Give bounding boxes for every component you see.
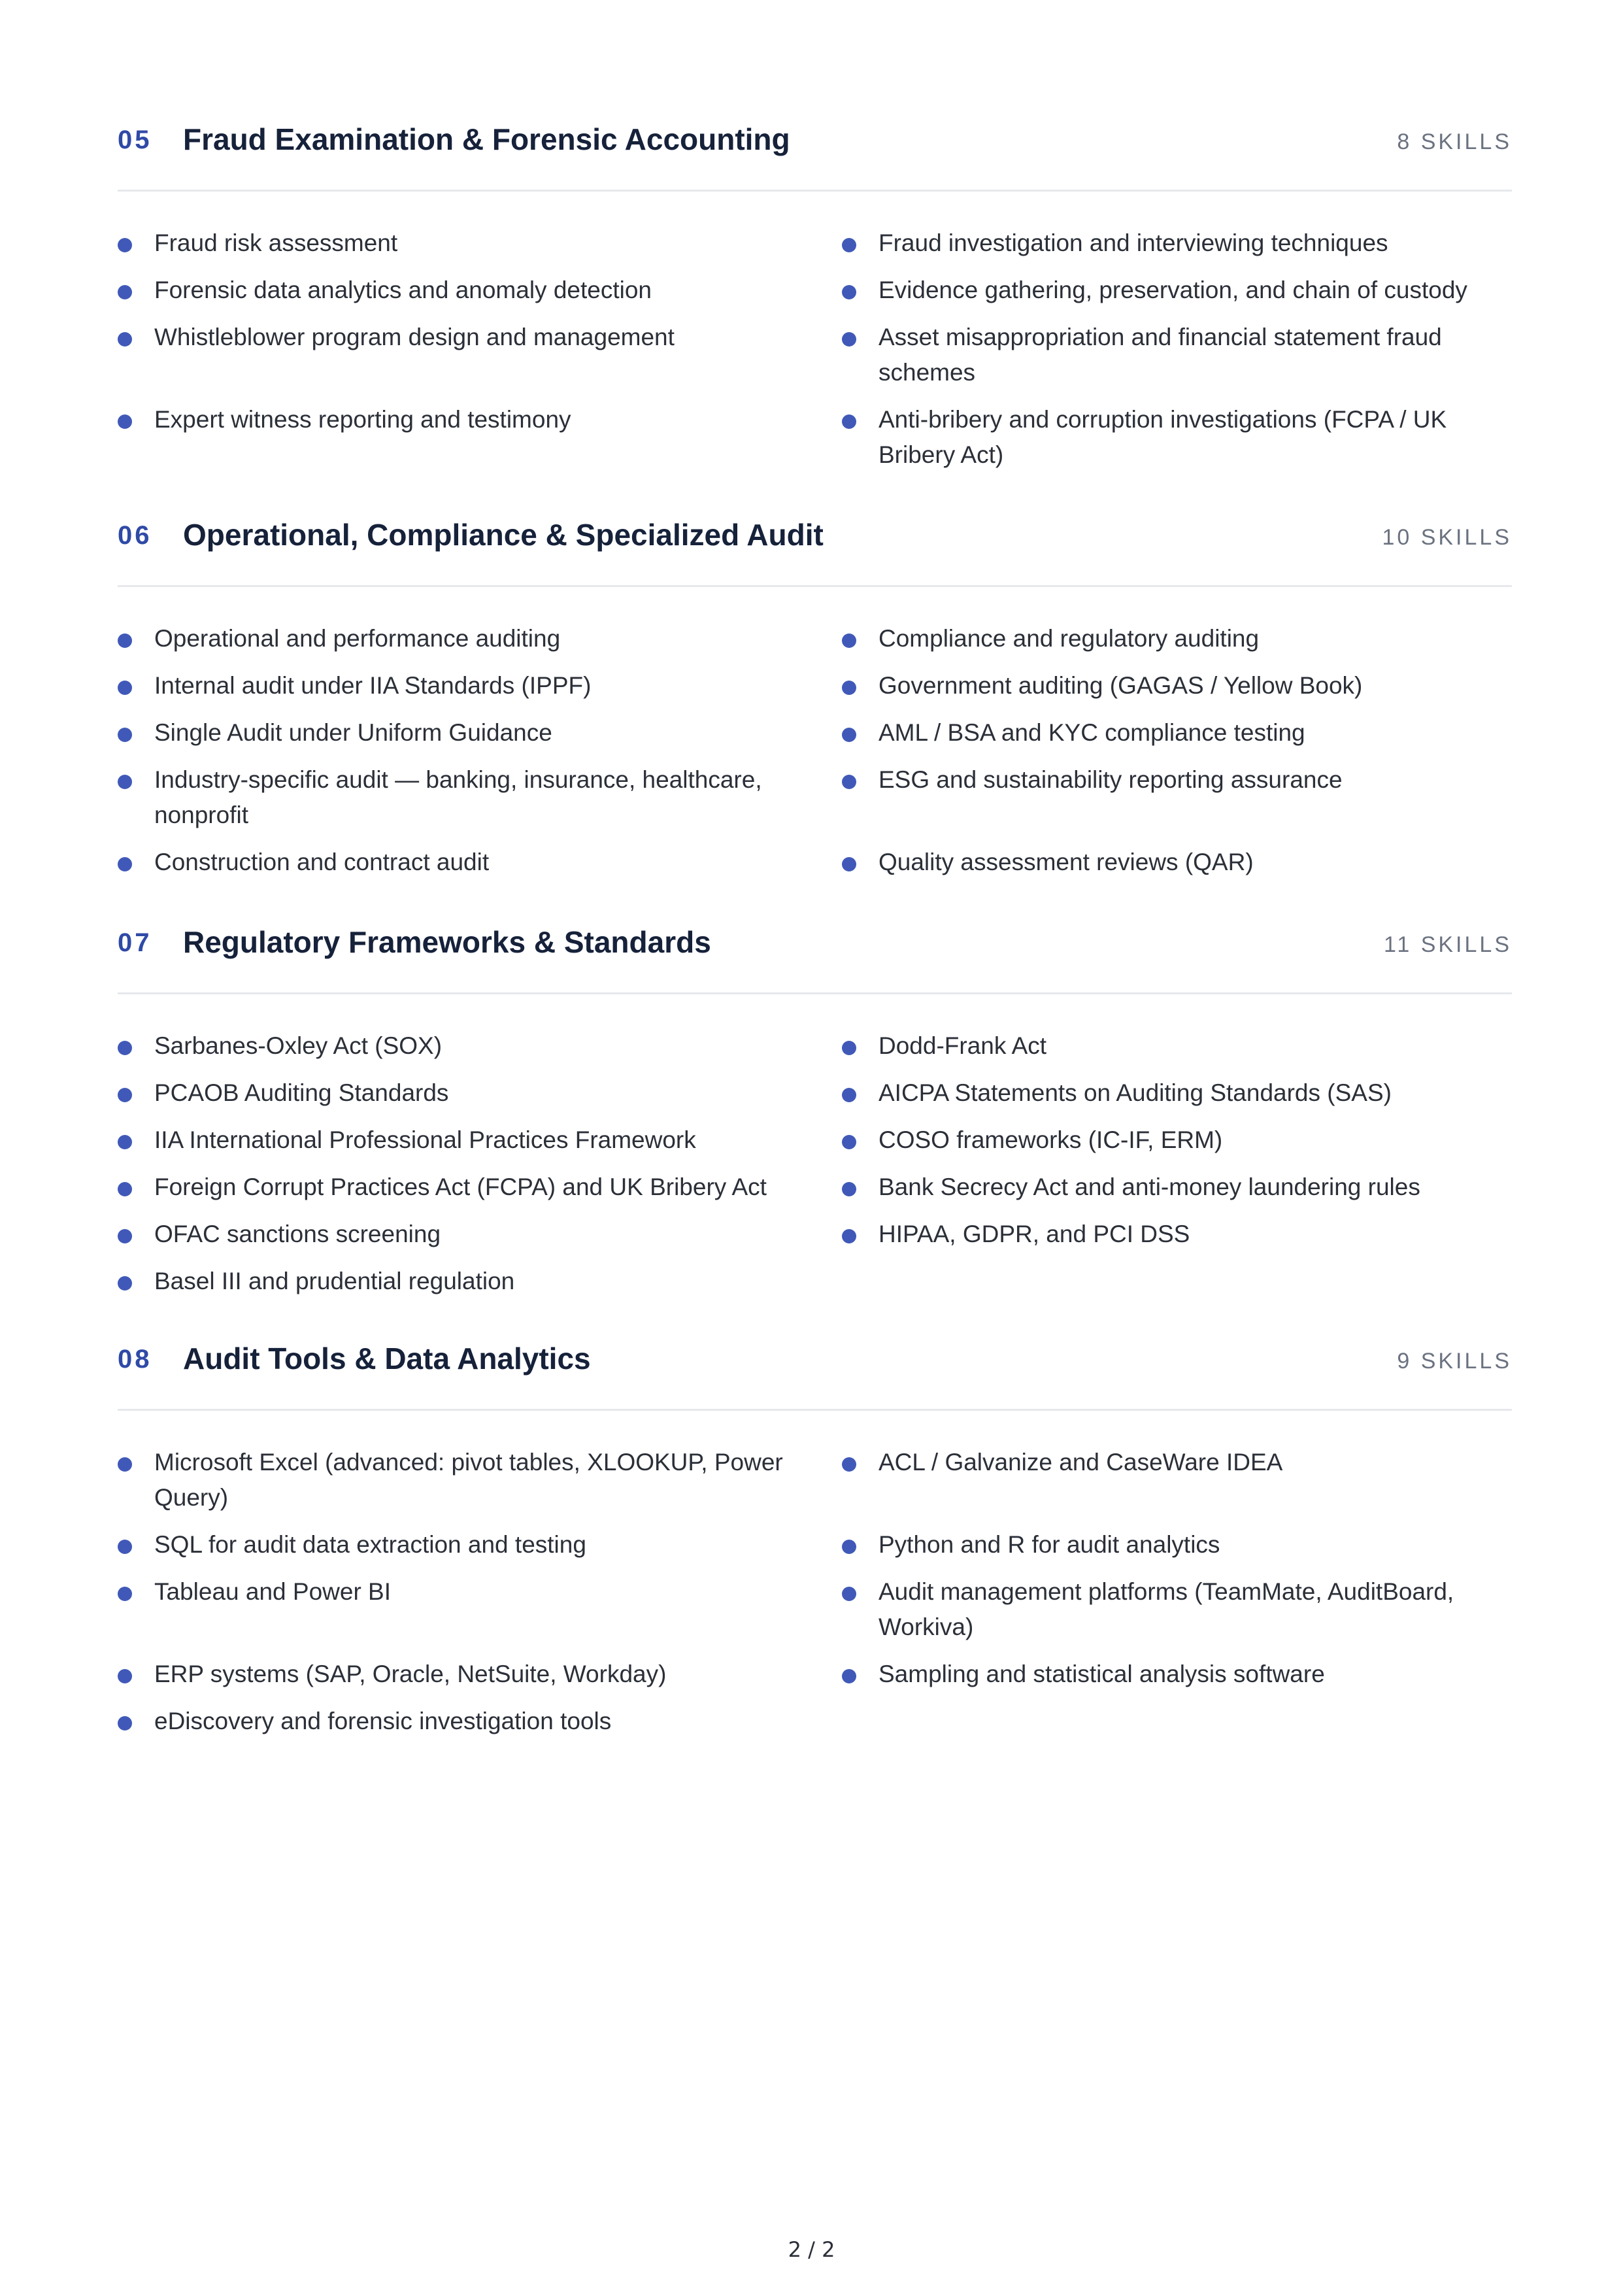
bullet-dot-icon [118,1716,132,1730]
bullet-dot-icon [118,728,132,742]
skill-item [842,1123,1512,1158]
skill-item [118,402,842,473]
page-number: 2 / 2 [788,2237,835,2262]
skill-item [118,1264,842,1299]
skill-item [842,762,1512,833]
bullet-dot-icon [842,775,856,789]
skill-item [118,273,842,308]
bullet-dot-icon [118,633,132,648]
bullet-dot-icon [118,414,132,429]
skill-item [842,320,1512,390]
skill-item [842,1028,1512,1064]
skill-text: ESG and sustainability reporting assurance [878,766,1343,793]
bullet-dot-icon [118,1276,132,1291]
section-number: 06 [118,521,152,550]
skill-count: 10 SKILLS [1382,525,1512,550]
skill-item [118,1028,842,1064]
section-title: Fraud Examination & Forensic Accounting [183,122,790,156]
skill-item [842,1170,1512,1205]
skill-text: HIPAA, GDPR, and PCI DSS [878,1221,1190,1247]
skill-item [842,845,1512,880]
skill-text: Construction and contract audit [154,849,490,875]
bullet-dot-icon [118,1135,132,1149]
skill-item [118,621,842,656]
section-operational-audit [118,507,1512,880]
skill-text: Foreign Corrupt Practices Act (FCPA) and UK Bribery Act [154,1173,767,1200]
skill-item [842,273,1512,308]
bullet-dot-icon [842,414,856,429]
skill-text: Fraud investigation and interviewing techniques [878,229,1388,256]
skill-text: Microsoft Excel (advanced: pivot tables, XLOOKUP, Power Query) [154,1449,783,1511]
skill-item [118,1445,842,1515]
bullet-dot-icon [118,285,132,299]
skill-count: 8 SKILLS [1397,129,1512,154]
skill-item [118,1123,842,1158]
bullet-dot-icon [118,1088,132,1102]
bullet-dot-icon [842,1457,856,1472]
bullet-dot-icon [842,332,856,346]
bullet-dot-icon [118,238,132,252]
section-header [118,111,1512,192]
skill-item [842,1075,1512,1111]
skill-text: AICPA Statements on Auditing Standards (SAS) [878,1079,1392,1106]
skill-item [842,226,1512,261]
skill-text: Basel III and prudential regulation [154,1268,515,1294]
skill-text: eDiscovery and forensic investigation tools [154,1708,612,1734]
skill-text: Sampling and statistical analysis software [878,1661,1325,1687]
skill-item [842,668,1512,703]
skill-text: Evidence gathering, preservation, and chain of custody [878,277,1467,303]
bullet-dot-icon [118,681,132,695]
section-audit-tools [118,1330,1512,1739]
bullet-dot-icon [842,1182,856,1196]
skill-item [842,1574,1512,1645]
bullet-dot-icon [842,1669,856,1683]
bullet-dot-icon [842,285,856,299]
skill-item [118,1075,842,1111]
skill-item [118,1527,842,1562]
skill-text: Industry-specific audit — banking, insurance, healthcare, nonprofit [154,766,762,828]
bullet-dot-icon [118,1540,132,1554]
skill-text: ERP systems (SAP, Oracle, NetSuite, Workday) [154,1661,667,1687]
skill-text: Compliance and regulatory auditing [878,625,1260,652]
skill-text: Expert witness reporting and testimony [154,406,571,433]
skill-item [118,1574,842,1645]
skill-item [842,1657,1512,1692]
bullet-dot-icon [842,857,856,871]
skill-item [118,1704,842,1739]
skill-text: Operational and performance auditing [154,625,561,652]
section-number: 08 [118,1345,152,1374]
skill-text: Whistleblower program design and management [154,324,675,350]
bullet-dot-icon [118,1587,132,1601]
skills-grid [118,226,1512,473]
bullet-dot-icon [842,1088,856,1102]
bullet-dot-icon [842,1540,856,1554]
bullet-dot-icon [842,728,856,742]
bullet-dot-icon [118,1182,132,1196]
bullet-dot-icon [842,1587,856,1601]
bullet-dot-icon [842,1041,856,1055]
skill-text: Dodd-Frank Act [878,1032,1047,1059]
skill-text: Forensic data analytics and anomaly detection [154,277,652,303]
bullet-dot-icon [118,775,132,789]
skill-text: Government auditing (GAGAS / Yellow Book) [878,672,1363,699]
bullet-dot-icon [118,332,132,346]
section-regulatory-frameworks [118,914,1512,1299]
skill-item [842,1527,1512,1562]
skill-text: Single Audit under Uniform Guidance [154,719,552,746]
skill-count: 9 SKILLS [1397,1349,1512,1374]
skill-item [118,1657,842,1692]
skill-text: Anti-bribery and corruption investigations (FCPA / UK Bribery Act) [878,406,1447,468]
skill-text: Python and R for audit analytics [878,1531,1220,1558]
skill-item [842,715,1512,751]
skill-text: IIA International Professional Practices Framework [154,1126,696,1153]
bullet-dot-icon [842,681,856,695]
section-header [118,1330,1512,1411]
skill-text: SQL for audit data extraction and testing [154,1531,586,1558]
skills-grid [118,1445,1512,1739]
bullet-dot-icon [842,238,856,252]
skill-count: 11 SKILLS [1383,932,1512,957]
skill-item [842,402,1512,473]
section-fraud-examination [118,111,1512,473]
skill-item [118,226,842,261]
skill-text: Bank Secrecy Act and anti-money laundering rules [878,1173,1420,1200]
skill-text: Asset misappropriation and financial statement fraud schemes [878,324,1442,386]
bullet-dot-icon [118,1669,132,1683]
skill-item [118,320,842,390]
skill-item [118,845,842,880]
skill-text: Sarbanes-Oxley Act (SOX) [154,1032,443,1059]
skill-item [842,1445,1512,1515]
skill-item [118,668,842,703]
bullet-dot-icon [118,1041,132,1055]
skill-text: Fraud risk assessment [154,229,398,256]
bullet-dot-icon [118,1457,132,1472]
skill-text: Quality assessment reviews (QAR) [878,849,1254,875]
section-title: Audit Tools & Data Analytics [183,1342,591,1376]
skill-text: OFAC sanctions screening [154,1221,441,1247]
bullet-dot-icon [842,1229,856,1243]
section-number: 07 [118,928,152,957]
bullet-dot-icon [842,633,856,648]
skill-item [842,621,1512,656]
skill-text: COSO frameworks (IC-IF, ERM) [878,1126,1223,1153]
skill-item [118,1170,842,1205]
bullet-dot-icon [842,1135,856,1149]
skill-item [842,1217,1512,1252]
section-number: 05 [118,126,152,154]
section-header [118,507,1512,587]
skill-text: Tableau and Power BI [154,1578,392,1605]
skill-item [118,715,842,751]
skill-text: Audit management platforms (TeamMate, AuditBoard, Workiva) [878,1578,1454,1640]
skills-grid [118,1028,1512,1299]
skill-text: ACL / Galvanize and CaseWare IDEA [878,1449,1283,1476]
skills-grid [118,621,1512,880]
skill-item [118,1217,842,1252]
skill-text: PCAOB Auditing Standards [154,1079,449,1106]
bullet-dot-icon [118,1229,132,1243]
section-title: Regulatory Frameworks & Standards [183,925,711,959]
skill-item [118,762,842,833]
skill-text: AML / BSA and KYC compliance testing [878,719,1305,746]
section-title: Operational, Compliance & Specialized Audit [183,518,824,552]
section-header [118,914,1512,994]
bullet-dot-icon [118,857,132,871]
skill-text: Internal audit under IIA Standards (IPPF) [154,672,592,699]
